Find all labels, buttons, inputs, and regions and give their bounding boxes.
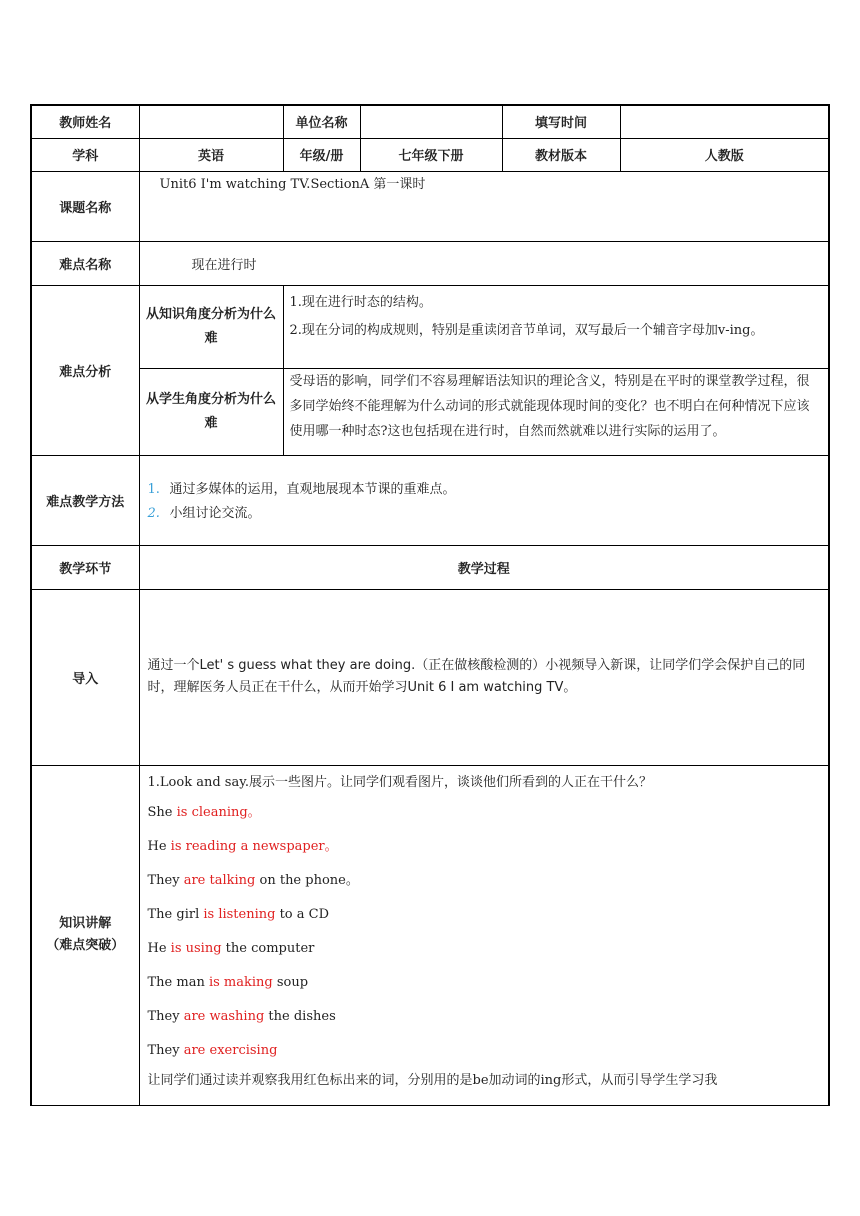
topic-row — [31, 171, 829, 241]
lesson-form — [30, 104, 830, 1106]
method-text: 小组讨论交流。 — [169, 505, 261, 521]
process-header: 教学过程 — [139, 545, 829, 589]
date-value — [620, 105, 829, 138]
method-number: 1. — [147, 481, 160, 497]
method-item — [148, 478, 829, 502]
knowledge-label-line-1: 知识讲解 — [59, 916, 112, 931]
topic-label: 课题名称 — [31, 171, 139, 241]
example-sentence: She is cleaning。 — [147, 804, 261, 820]
unit-value — [360, 105, 502, 138]
difficulty-row — [31, 241, 829, 285]
analysis-row-knowledge — [31, 285, 829, 368]
method-row — [31, 455, 829, 545]
analysis-label: 难点分析 — [31, 285, 139, 455]
example-sentence: He is using the computer — [147, 940, 315, 956]
example-sentence: The girl is listening to a CD — [147, 906, 330, 922]
student-angle-label: 从学生角度分析为什么难 — [139, 368, 283, 455]
knowledge-angle-label: 从知识角度分析为什么难 — [139, 285, 283, 368]
teacher-value — [139, 105, 283, 138]
difficulty-label: 难点名称 — [31, 241, 139, 285]
edition-value: 人教版 — [620, 138, 829, 171]
method-item — [148, 502, 829, 526]
knowledge-line-2: 2.现在分词的构成规则，特别是重读闭音节单词，双写最后一个辅音字母加v-ing。 — [289, 322, 764, 338]
intro-row — [31, 589, 829, 765]
student-angle-content: 受母语的影响，同学们不容易理解语法知识的理论含义，特别是在平时的课堂教学过程，很多同学始终不能理解为什么动词的形式就能现体现时间的变化？也不明白在何种情况下应该使用哪一种时态?这也包括现在进行时，自然而然就难以进行实际的运用了。 — [283, 368, 829, 455]
header-row-1 — [31, 105, 829, 138]
knowledge-intro-line: 1.Look and say.展示一些图片。让同学们观看图片，谈谈他们所看到的人正在干什么？ — [147, 774, 652, 790]
topic-value: Unit6 I'm watching TV.SectionA 第一课时 — [139, 171, 829, 241]
knowledge-label-line-2: （难点突破） — [46, 938, 125, 953]
stage-header: 教学环节 — [31, 545, 139, 589]
teacher-label: 教师姓名 — [31, 105, 139, 138]
example-sentence: They are talking on the phone。 — [147, 872, 359, 888]
subject-label: 学科 — [31, 138, 139, 171]
method-number: 2. — [147, 505, 160, 521]
method-content — [139, 455, 829, 545]
example-sentence: They are washing the dishes — [147, 1008, 336, 1024]
subject-value: 英语 — [139, 138, 283, 171]
grade-value: 七年级下册 — [360, 138, 502, 171]
knowledge-summary-line: 让同学们通过读并观察我用红色标出来的词，分别用的是be加动词的ing形式，从而引导学生学习我 — [147, 1072, 718, 1088]
intro-label: 导入 — [31, 589, 139, 765]
knowledge-row — [31, 765, 829, 1105]
edition-label: 教材版本 — [502, 138, 620, 171]
difficulty-value: 现在进行时 — [139, 241, 829, 285]
example-sentence: They are exercising — [147, 1042, 278, 1058]
knowledge-line-1: 1.现在进行时态的结构。 — [289, 294, 432, 310]
intro-content: 通过一个Let' s guess what they are doing.（正在做核酸检测的）小视频导入新课，让同学们学会保护自己的同时，理解医务人员正在干什么，从而开始学习Unit 6 I am watching TV。 — [139, 589, 829, 765]
example-sentence: He is reading a newspaper。 — [147, 838, 338, 854]
process-header-row — [31, 545, 829, 589]
header-row-2 — [31, 138, 829, 171]
method-text: 通过多媒体的运用，直观地展现本节课的重难点。 — [169, 481, 456, 497]
example-sentence: The man is making soup — [147, 974, 309, 990]
analysis-row-student — [31, 368, 829, 455]
grade-label: 年级/册 — [283, 138, 360, 171]
date-label: 填写时间 — [502, 105, 620, 138]
method-label: 难点教学方法 — [31, 455, 139, 545]
unit-label: 单位名称 — [283, 105, 360, 138]
knowledge-label — [31, 765, 139, 1105]
knowledge-content — [139, 765, 829, 1105]
knowledge-angle-content — [283, 285, 829, 368]
